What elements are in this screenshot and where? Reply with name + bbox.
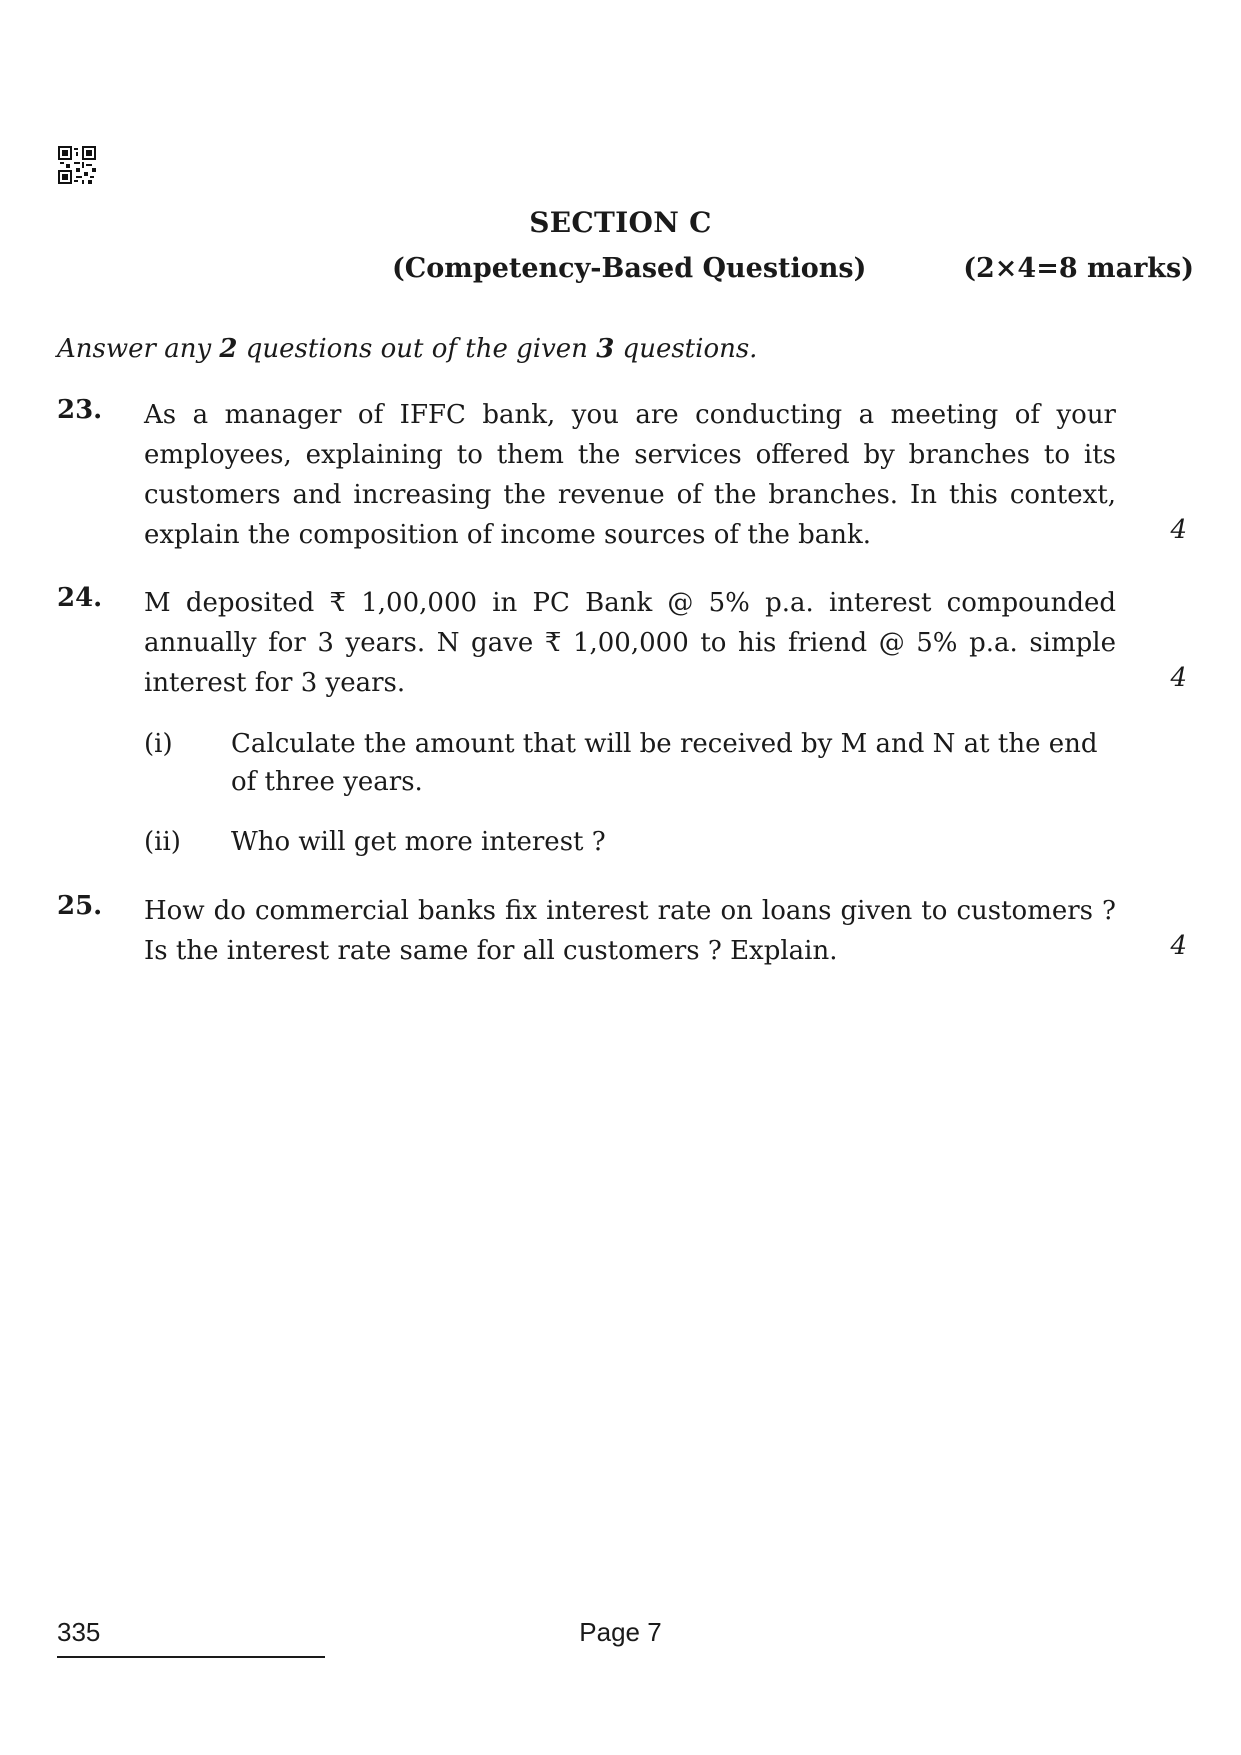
question-text: How do commercial banks fix interest rate on loans given to customers ? Is the interest rate same for all customers ? Explain. (144, 896, 1116, 966)
qr-code-icon (58, 146, 96, 184)
subpart-label: (ii) (144, 827, 181, 857)
section-subtitle: (Competency-Based Questions) (392, 253, 867, 284)
question-marks: 4 (1170, 663, 1187, 693)
question-number: 23. (57, 395, 103, 425)
subpart-label: (i) (144, 729, 173, 759)
question-text: As a manager of IFFC bank, you are conducting a meeting of your employees, explaining to them the services offered by branches to its customers and increasing the revenue of the branches. In this context, explain the composition of income sources of the bank. (144, 400, 1116, 550)
section-title: SECTION C (529, 206, 712, 239)
question-marks: 4 (1170, 515, 1187, 545)
question-number: 25. (57, 891, 103, 921)
question-number: 24. (57, 583, 103, 613)
subpart-text: Who will get more interest ? (231, 827, 606, 857)
question-marks: 4 (1170, 931, 1187, 961)
section-total-marks: (2×4=8 marks) (963, 253, 1194, 284)
footer-divider (57, 1656, 325, 1658)
page-number: Page 7 (579, 1617, 662, 1647)
paper-code: 335 (57, 1617, 101, 1647)
subpart-text: Calculate the amount that will be received by M and N at the end of three years. (231, 729, 1098, 797)
section-instruction: Answer any 2 questions out of the given 3 questions. (57, 334, 758, 364)
question-text: M deposited ₹ 1,00,000 in PC Bank @ 5% p.a. interest compounded annually for 3 years. N gave ₹ 1,00,000 to his friend @ 5% p.a. simple interest for 3 years. (144, 588, 1116, 698)
